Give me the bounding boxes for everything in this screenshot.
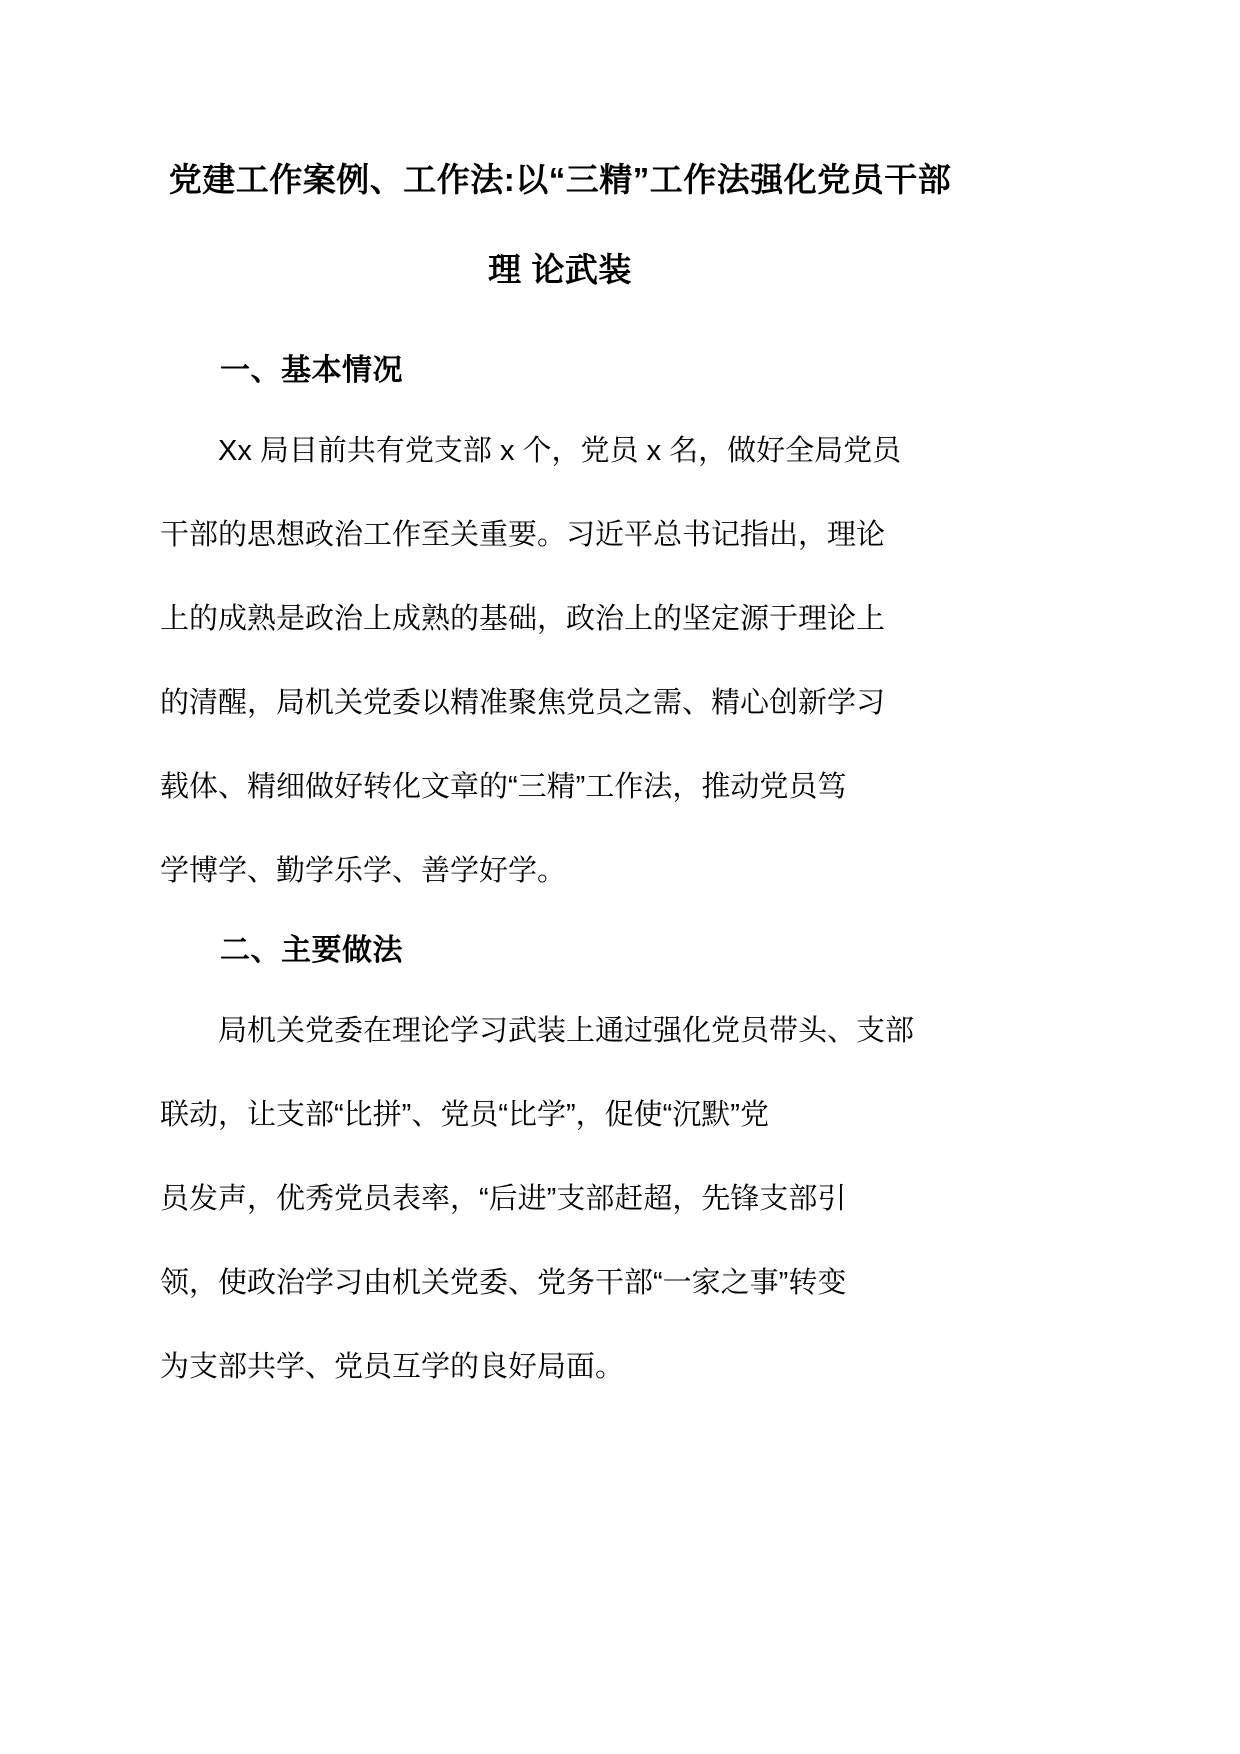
- paragraph-line: 员发声，优秀党员表率，“后进”支部赶超，先锋支部引: [160, 1183, 847, 1215]
- paragraph-line: 局机关党委在理论学习武装上通过强化党员带头、支部: [218, 1015, 915, 1047]
- paragraph-line: Xx 局目前共有党支部 x 个，党员 x 名，做好全局党员: [218, 435, 902, 467]
- title-line-2: 论武装: [531, 251, 632, 288]
- paragraph-line: 联动，让支部“比拼”、党员“比学”，促使“沉默”党: [160, 1099, 769, 1131]
- section-2-paragraph: [160, 989, 960, 1409]
- paragraph-line: 学博学、勤学乐学、善学好学。: [160, 855, 567, 887]
- paragraph-line: 领，使政治学习由机关党委、党务干部“一家之事”转变: [160, 1267, 847, 1299]
- paragraph-line: 的清醒，局机关党委以精准聚焦党员之需、精心创新学习: [160, 687, 886, 719]
- paragraph-line: 上的成熟是政治上成熟的基础，政治上的坚定源于理论上: [160, 603, 886, 635]
- page-title: [160, 0, 960, 315]
- paragraph-line: 载体、精细做好转化文章的“三精”工作法，推动党员笃: [160, 771, 847, 803]
- paragraph-line: 干部的思想政治工作至关重要。习近平总书记指出，理论: [160, 519, 886, 551]
- section-1-paragraph: [160, 409, 960, 913]
- paragraph-line: 为支部共学、党员互学的良好局面。: [160, 1351, 625, 1383]
- section-heading-1: 一、基本情况: [220, 354, 403, 387]
- title-line-1: 党建工作案例、工作法:以“三精”工作法强化党员干部理: [168, 161, 952, 288]
- document-content: [160, 0, 960, 1409]
- section-heading-2: 二、主要做法: [220, 934, 403, 967]
